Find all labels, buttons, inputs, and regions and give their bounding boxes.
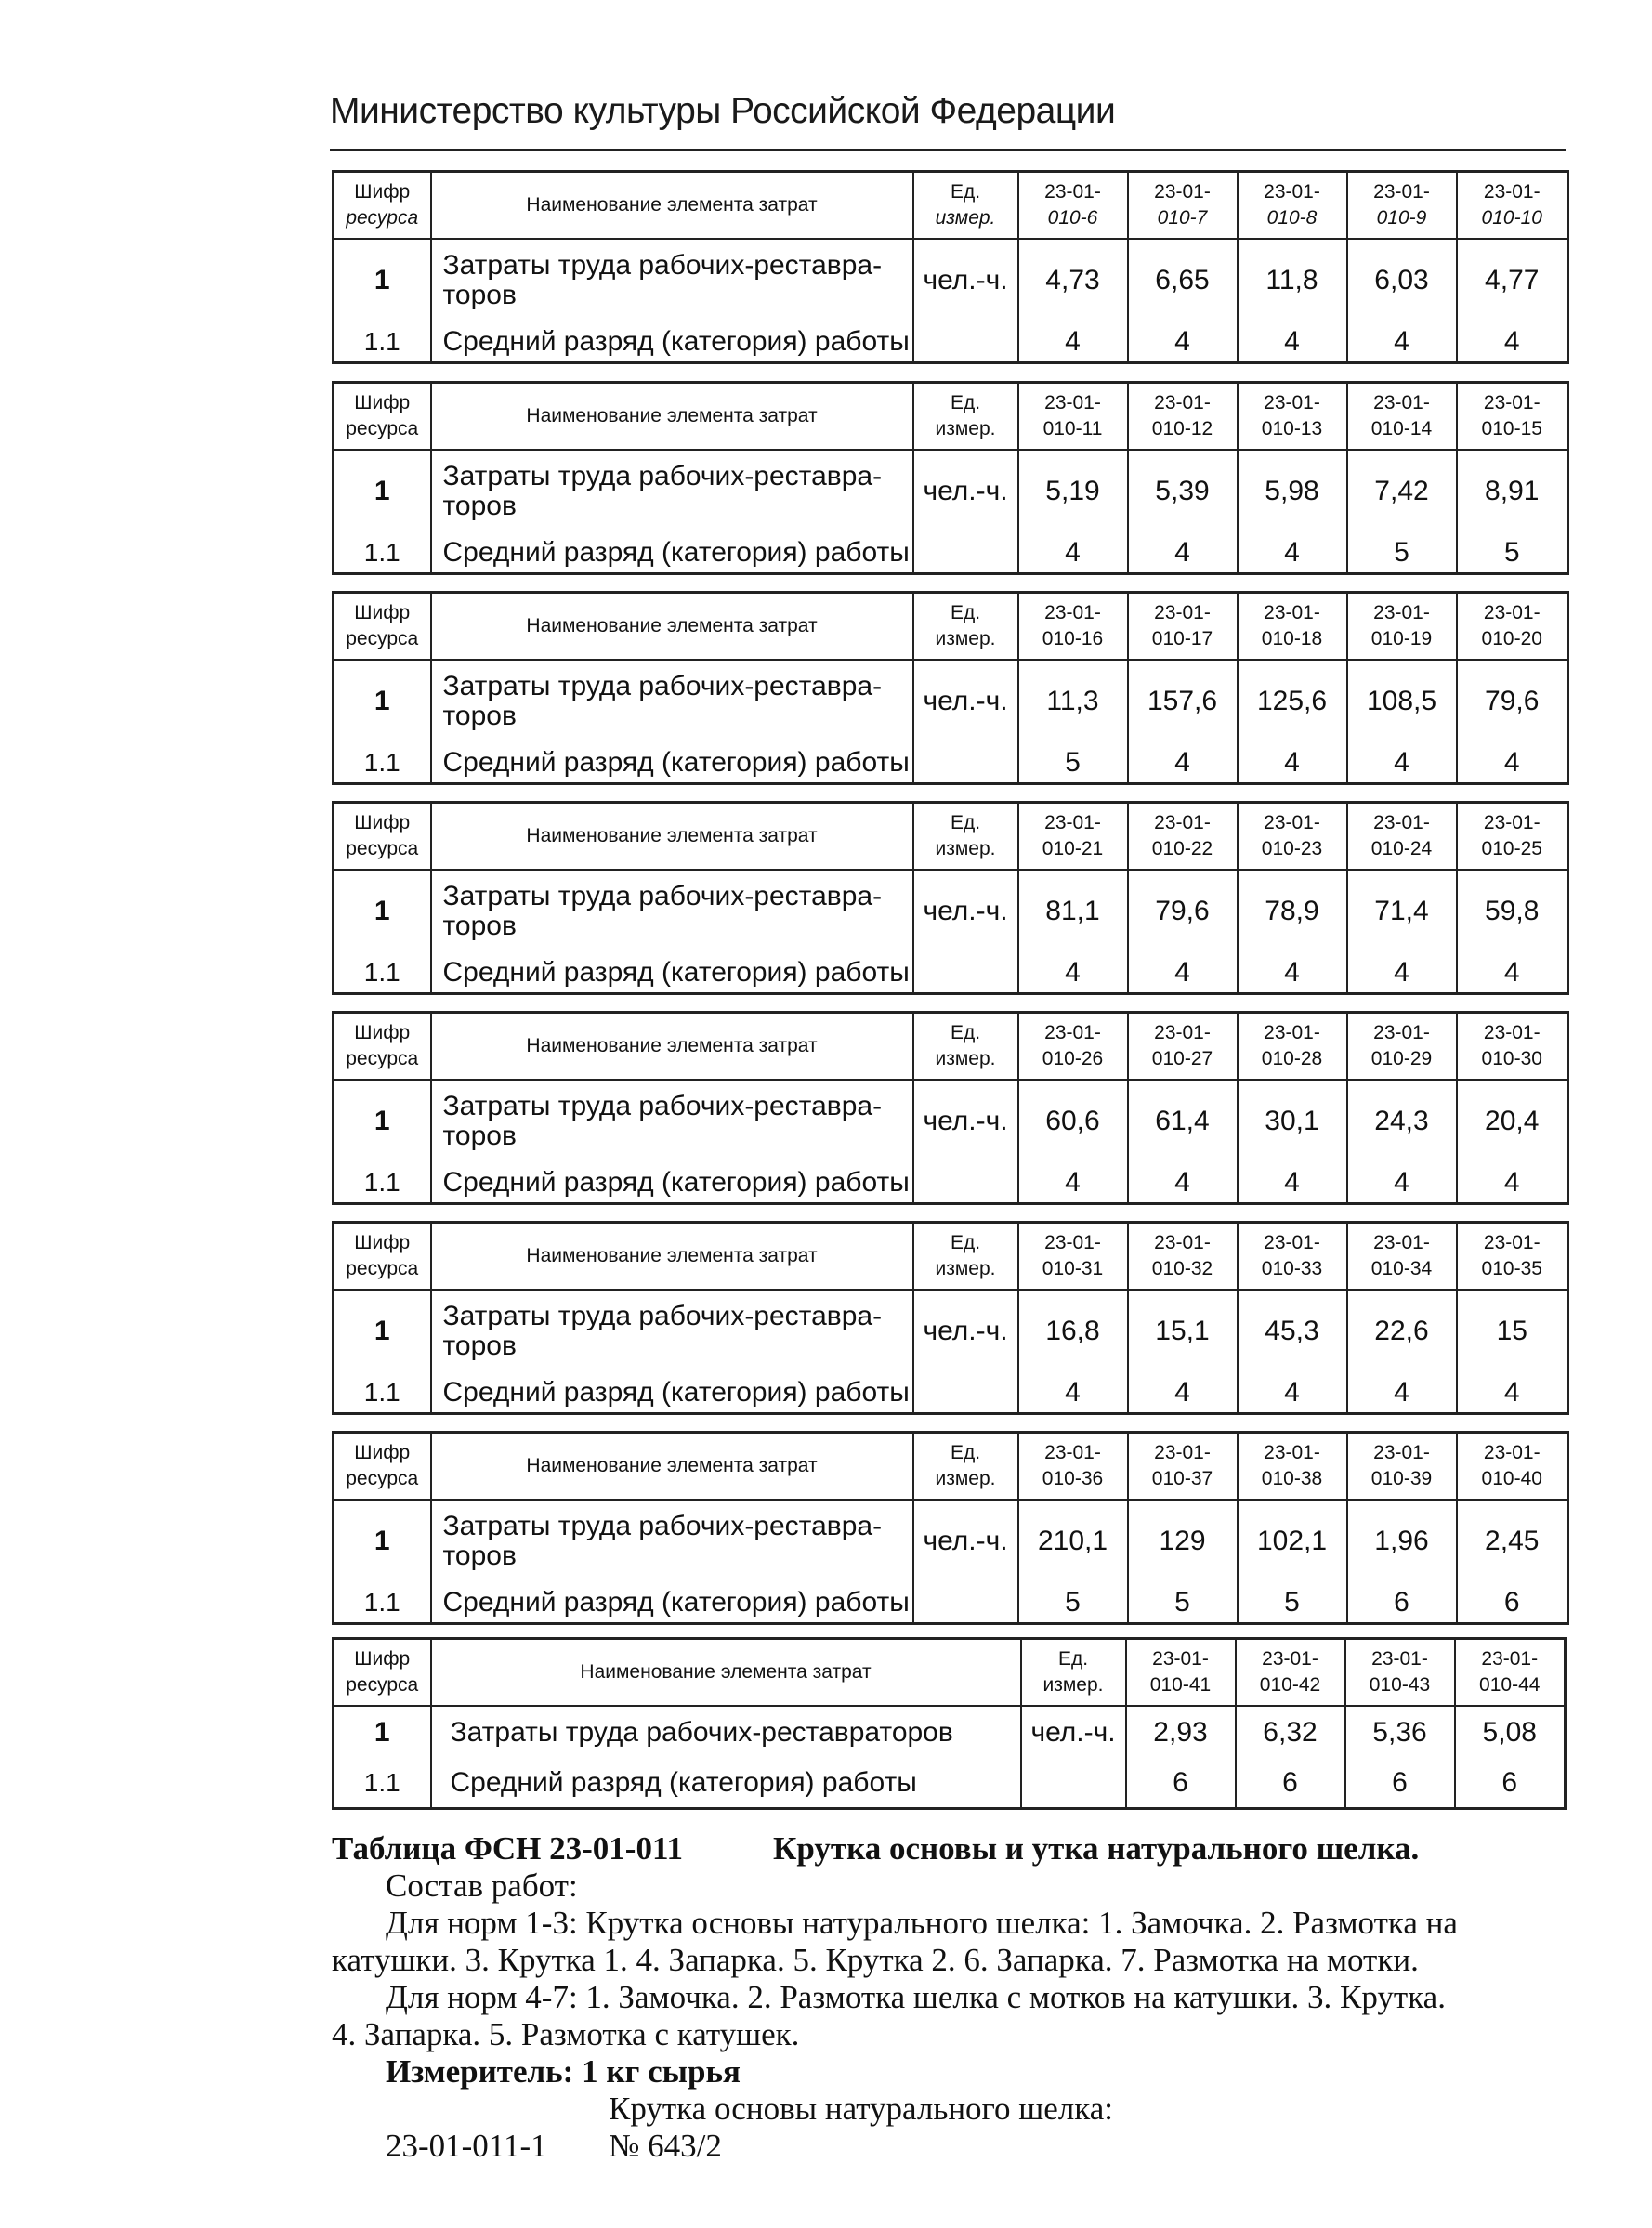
labor-value-cell: 5,19 [1018, 450, 1128, 532]
grade-value-cell: 4 [1457, 321, 1568, 363]
paragraph-2-line-2: 4. Запарка. 5. Размотка с катушек. [332, 2016, 800, 2052]
grade-value-cell: 5 [1457, 532, 1568, 574]
norm-column-header: 23-01- 010-25 [1457, 803, 1568, 871]
labor-name-cell: Затраты труда рабочих-реставра- торов [431, 1500, 913, 1582]
norm-column-header: 23-01- 010-44 [1455, 1639, 1566, 1707]
labor-value-cell: 61,4 [1128, 1080, 1238, 1162]
labor-row [334, 239, 1568, 321]
resource-table-1 [332, 170, 1569, 364]
norm-column-header: 23-01- 010-38 [1238, 1433, 1347, 1501]
norm-column-header: 23-01- 010-21 [1018, 803, 1128, 871]
name-header-cell: Наименование элемента затрат [431, 172, 913, 240]
norm-reference: № 643/2 [609, 2128, 722, 2164]
grade-unit-cell [913, 321, 1018, 363]
grade-value-cell: 4 [1238, 321, 1347, 363]
labor-value-cell: 79,6 [1457, 660, 1568, 742]
unit-header-cell: Ед. измер. [913, 803, 1018, 871]
norm-column-header: 23-01- 010-6 [1018, 172, 1128, 240]
table-header-row [334, 1013, 1568, 1081]
norm-column-header: 23-01- 010-39 [1347, 1433, 1457, 1501]
labor-value-cell: 108,5 [1347, 660, 1457, 742]
norm-column-header: 23-01- 010-8 [1238, 172, 1347, 240]
labor-value-cell: 15 [1457, 1290, 1568, 1372]
grade-name-cell: Средний разряд (категория) работы [431, 742, 913, 784]
labor-value-cell: 129 [1128, 1500, 1238, 1582]
grade-row [334, 1372, 1568, 1414]
name-header-cell: Наименование элемента затрат [431, 383, 913, 451]
labor-value-cell: 2,45 [1457, 1500, 1568, 1582]
labor-name-cell: Затраты труда рабочих-реставра- торов [431, 660, 913, 742]
norm-column-header: 23-01- 010-42 [1236, 1639, 1345, 1707]
grade-value-cell: 4 [1128, 952, 1238, 994]
norm-code: 23-01-011-1 [386, 2128, 547, 2164]
paragraph-1-line-1: Для норм 1-3: Крутка основы натурального шелка: 1. Замочка. 2. Размотка на [386, 1905, 1458, 1941]
code-header-cell: Шифр ресурса [334, 1223, 431, 1291]
grade-value-cell: 4 [1347, 742, 1457, 784]
code-header-cell: Шифр ресурса [334, 1433, 431, 1501]
grade-value-cell: 4 [1128, 1372, 1238, 1414]
code-header-cell: Шифр ресурса [334, 1013, 431, 1081]
unit-header-cell: Ед. измер. [913, 383, 1018, 451]
labor-code-cell: 1 [334, 660, 431, 742]
labor-name-cell: Затраты труда рабочих-реставраторов [431, 1706, 1021, 1759]
resource-table-6 [332, 1221, 1569, 1415]
measure-unit: Измеритель: 1 кг сырья [386, 2053, 741, 2090]
name-header-cell: Наименование элемента затрат [431, 1433, 913, 1501]
labor-value-cell: 5,36 [1345, 1706, 1455, 1759]
labor-value-cell: 11,3 [1018, 660, 1128, 742]
norm-column-header: 23-01- 010-16 [1018, 593, 1128, 661]
grade-row [334, 742, 1568, 784]
table-header-row [334, 803, 1568, 871]
labor-value-cell: 125,6 [1238, 660, 1347, 742]
grade-code-cell: 1.1 [334, 532, 431, 574]
grade-value-cell: 4 [1018, 1372, 1128, 1414]
norm-column-header: 23-01- 010-37 [1128, 1433, 1238, 1501]
labor-value-cell: 81,1 [1018, 870, 1128, 952]
labor-value-cell: 59,8 [1457, 870, 1568, 952]
norm-column-header: 23-01- 010-17 [1128, 593, 1238, 661]
norm-column-header: 23-01- 010-9 [1347, 172, 1457, 240]
labor-value-cell: 15,1 [1128, 1290, 1238, 1372]
grade-unit-cell [913, 952, 1018, 994]
grade-unit-cell [913, 1162, 1018, 1204]
grade-row [334, 321, 1568, 363]
labor-value-cell: 79,6 [1128, 870, 1238, 952]
paragraph-1-line-2: катушки. 3. Крутка 1. 4. Запарка. 5. Крутка 2. 6. Запарка. 7. Размотка на мотки. [332, 1942, 1419, 1978]
grade-value-cell: 5 [1238, 1582, 1347, 1624]
table-header-row [334, 172, 1568, 240]
section-heading [332, 1830, 1419, 1868]
grade-row [334, 1582, 1568, 1624]
unit-header-cell: Ед. измер. [913, 593, 1018, 661]
grade-value-cell: 4 [1238, 952, 1347, 994]
grade-value-cell: 4 [1238, 532, 1347, 574]
grade-value-cell: 4 [1018, 532, 1128, 574]
labor-value-cell: 1,96 [1347, 1500, 1457, 1582]
resource-table-4 [332, 801, 1569, 995]
labor-value-cell: 5,98 [1238, 450, 1347, 532]
name-header-cell: Наименование элемента затрат [431, 1223, 913, 1291]
labor-value-cell: 6,65 [1128, 239, 1238, 321]
grade-code-cell: 1.1 [334, 742, 431, 784]
labor-name-cell: Затраты труда рабочих-реставра- торов [431, 239, 913, 321]
labor-row [334, 660, 1568, 742]
labor-unit-cell: чел.-ч. [913, 1080, 1018, 1162]
grade-code-cell: 1.1 [334, 1759, 431, 1809]
grade-value-cell: 4 [1238, 1162, 1347, 1204]
labor-row [334, 870, 1568, 952]
section-table-title: Крутка основы и утка натурального шелка. [773, 1830, 1420, 1867]
grade-value-cell: 4 [1128, 321, 1238, 363]
paragraph-2-line-1: Для норм 4-7: 1. Замочка. 2. Размотка шелка с мотков на катушки. 3. Крутка. [386, 1979, 1446, 2015]
grade-value-cell: 4 [1457, 1162, 1568, 1204]
norm-column-header: 23-01- 010-36 [1018, 1433, 1128, 1501]
norm-column-header: 23-01- 010-13 [1238, 383, 1347, 451]
resource-table-5 [332, 1011, 1569, 1205]
norm-column-header: 23-01- 010-32 [1128, 1223, 1238, 1291]
norm-column-header: 23-01- 010-22 [1128, 803, 1238, 871]
labor-code-cell: 1 [334, 239, 431, 321]
grade-code-cell: 1.1 [334, 321, 431, 363]
grade-value-cell: 4 [1128, 742, 1238, 784]
resource-table-2 [332, 381, 1569, 575]
grade-value-cell: 6 [1455, 1759, 1566, 1809]
code-header-cell: Шифр ресурса [334, 803, 431, 871]
grade-code-cell: 1.1 [334, 1582, 431, 1624]
labor-value-cell: 102,1 [1238, 1500, 1347, 1582]
labor-value-cell: 5,08 [1455, 1706, 1566, 1759]
norm-column-header: 23-01- 010-28 [1238, 1013, 1347, 1081]
grade-value-cell: 4 [1457, 1372, 1568, 1414]
section-table-code: Таблица ФСН 23-01-011 [332, 1830, 684, 1867]
labor-value-cell: 30,1 [1238, 1080, 1347, 1162]
grade-value-cell: 4 [1018, 321, 1128, 363]
grade-value-cell: 4 [1457, 952, 1568, 994]
code-header-cell: Шифр ресурса [334, 1639, 431, 1707]
table-header-row [334, 1433, 1568, 1501]
grade-value-cell: 6 [1347, 1582, 1457, 1624]
grade-row [334, 532, 1568, 574]
table-header-row [334, 1639, 1566, 1707]
norm-column-header: 23-01- 010-30 [1457, 1013, 1568, 1081]
norm-column-header: 23-01- 010-31 [1018, 1223, 1128, 1291]
labor-code-cell: 1 [334, 870, 431, 952]
norm-column-header: 23-01- 010-20 [1457, 593, 1568, 661]
grade-value-cell: 4 [1128, 532, 1238, 574]
norm-column-header: 23-01- 010-10 [1457, 172, 1568, 240]
norm-column-header: 23-01- 010-33 [1238, 1223, 1347, 1291]
labor-value-cell: 20,4 [1457, 1080, 1568, 1162]
resource-table-3 [332, 591, 1569, 785]
labor-value-cell: 71,4 [1347, 870, 1457, 952]
labor-row [334, 1500, 1568, 1582]
labor-value-cell: 4,73 [1018, 239, 1128, 321]
labor-value-cell: 7,42 [1347, 450, 1457, 532]
grade-value-cell: 4 [1128, 1162, 1238, 1204]
grade-code-cell: 1.1 [334, 952, 431, 994]
labor-code-cell: 1 [334, 1290, 431, 1372]
grade-value-cell: 4 [1347, 952, 1457, 994]
norm-column-header: 23-01- 010-43 [1345, 1639, 1455, 1707]
name-header-cell: Наименование элемента затрат [431, 1013, 913, 1081]
norm-column-header: 23-01- 010-29 [1347, 1013, 1457, 1081]
resource-table-7 [332, 1431, 1569, 1625]
grade-value-cell: 5 [1128, 1582, 1238, 1624]
norm-column-header: 23-01- 010-26 [1018, 1013, 1128, 1081]
labor-unit-cell: чел.-ч. [913, 870, 1018, 952]
norm-column-header: 23-01- 010-41 [1126, 1639, 1236, 1707]
composition-label: Состав работ: [386, 1868, 578, 1904]
labor-row [334, 1080, 1568, 1162]
labor-value-cell: 157,6 [1128, 660, 1238, 742]
grade-unit-cell [913, 1372, 1018, 1414]
page-header-title: Министерство культуры Российской Федерации [330, 91, 1116, 131]
table-header-row [334, 1223, 1568, 1291]
name-header-cell: Наименование элемента затрат [431, 593, 913, 661]
labor-name-cell: Затраты труда рабочих-реставра- торов [431, 1290, 913, 1372]
labor-value-cell: 24,3 [1347, 1080, 1457, 1162]
norm-column-header: 23-01- 010-15 [1457, 383, 1568, 451]
grade-value-cell: 4 [1018, 952, 1128, 994]
labor-value-cell: 210,1 [1018, 1500, 1128, 1582]
unit-header-cell: Ед. измер. [913, 1433, 1018, 1501]
labor-value-cell: 5,39 [1128, 450, 1238, 532]
code-header-cell: Шифр ресурса [334, 172, 431, 240]
grade-name-cell: Средний разряд (категория) работы [431, 952, 913, 994]
norm-column-header: 23-01- 010-19 [1347, 593, 1457, 661]
grade-value-cell: 4 [1347, 1372, 1457, 1414]
norm-column-header: 23-01- 010-12 [1128, 383, 1238, 451]
grade-row [334, 1162, 1568, 1204]
table-header-row [334, 383, 1568, 451]
name-header-cell: Наименование элемента затрат [431, 1639, 1021, 1707]
table-header-row [334, 593, 1568, 661]
code-header-cell: Шифр ресурса [334, 593, 431, 661]
labor-name-cell: Затраты труда рабочих-реставра- торов [431, 870, 913, 952]
grade-value-cell: 6 [1236, 1759, 1345, 1809]
norm-column-header: 23-01- 010-18 [1238, 593, 1347, 661]
grade-value-cell: 5 [1347, 532, 1457, 574]
header-rule [330, 149, 1566, 151]
grade-name-cell: Средний разряд (категория) работы [431, 1162, 913, 1204]
grade-name-cell: Средний разряд (категория) работы [431, 1759, 1021, 1809]
norm-column-header: 23-01- 010-23 [1238, 803, 1347, 871]
grade-name-cell: Средний разряд (категория) работы [431, 1372, 913, 1414]
grade-value-cell: 4 [1347, 1162, 1457, 1204]
grade-unit-cell [913, 742, 1018, 784]
norm-column-header: 23-01- 010-40 [1457, 1433, 1568, 1501]
grade-row [334, 952, 1568, 994]
grade-value-cell: 5 [1018, 742, 1128, 784]
norm-column-header: 23-01- 010-27 [1128, 1013, 1238, 1081]
grade-code-cell: 1.1 [334, 1162, 431, 1204]
grade-value-cell: 6 [1457, 1582, 1568, 1624]
grade-value-cell: 4 [1238, 742, 1347, 784]
norm-column-header: 23-01- 010-24 [1347, 803, 1457, 871]
labor-value-cell: 60,6 [1018, 1080, 1128, 1162]
name-header-cell: Наименование элемента затрат [431, 803, 913, 871]
norm-column-header: 23-01- 010-11 [1018, 383, 1128, 451]
grade-value-cell: 4 [1238, 1372, 1347, 1414]
labor-code-cell: 1 [334, 1080, 431, 1162]
labor-unit-cell: чел.-ч. [1021, 1706, 1126, 1759]
labor-value-cell: 16,8 [1018, 1290, 1128, 1372]
norm-column-header: 23-01- 010-35 [1457, 1223, 1568, 1291]
labor-value-cell: 8,91 [1457, 450, 1568, 532]
labor-value-cell: 6,03 [1347, 239, 1457, 321]
grade-unit-cell [913, 532, 1018, 574]
labor-value-cell: 45,3 [1238, 1290, 1347, 1372]
labor-code-cell: 1 [334, 450, 431, 532]
grade-value-cell: 4 [1018, 1162, 1128, 1204]
labor-unit-cell: чел.-ч. [913, 1290, 1018, 1372]
labor-row [334, 1290, 1568, 1372]
grade-unit-cell [913, 1582, 1018, 1624]
labor-unit-cell: чел.-ч. [913, 239, 1018, 321]
grade-code-cell: 1.1 [334, 1372, 431, 1414]
code-header-cell: Шифр ресурса [334, 383, 431, 451]
grade-value-cell: 6 [1126, 1759, 1236, 1809]
labor-value-cell: 22,6 [1347, 1290, 1457, 1372]
labor-value-cell: 11,8 [1238, 239, 1347, 321]
labor-value-cell: 78,9 [1238, 870, 1347, 952]
grade-value-cell: 4 [1457, 742, 1568, 784]
subsection-title: Крутка основы натурального шелка: [609, 2090, 1113, 2127]
grade-value-cell: 6 [1345, 1759, 1455, 1809]
grade-name-cell: Средний разряд (категория) работы [431, 532, 913, 574]
grade-value-cell: 5 [1018, 1582, 1128, 1624]
resource-table-8 [332, 1637, 1567, 1810]
labor-value-cell: 2,93 [1126, 1706, 1236, 1759]
labor-value-cell: 6,32 [1236, 1706, 1345, 1759]
grade-row [334, 1759, 1566, 1809]
grade-unit-cell [1021, 1759, 1126, 1809]
unit-header-cell: Ед. измер. [1021, 1639, 1126, 1707]
labor-row [334, 450, 1568, 532]
labor-code-cell: 1 [334, 1706, 431, 1759]
labor-unit-cell: чел.-ч. [913, 450, 1018, 532]
labor-unit-cell: чел.-ч. [913, 1500, 1018, 1582]
labor-unit-cell: чел.-ч. [913, 660, 1018, 742]
grade-name-cell: Средний разряд (категория) работы [431, 1582, 913, 1624]
labor-name-cell: Затраты труда рабочих-реставра- торов [431, 1080, 913, 1162]
labor-row [334, 1706, 1566, 1759]
unit-header-cell: Ед. измер. [913, 172, 1018, 240]
labor-name-cell: Затраты труда рабочих-реставра- торов [431, 450, 913, 532]
grade-name-cell: Средний разряд (категория) работы [431, 321, 913, 363]
grade-value-cell: 4 [1347, 321, 1457, 363]
unit-header-cell: Ед. измер. [913, 1013, 1018, 1081]
labor-code-cell: 1 [334, 1500, 431, 1582]
labor-value-cell: 4,77 [1457, 239, 1568, 321]
norm-column-header: 23-01- 010-14 [1347, 383, 1457, 451]
norm-column-header: 23-01- 010-7 [1128, 172, 1238, 240]
norm-column-header: 23-01- 010-34 [1347, 1223, 1457, 1291]
unit-header-cell: Ед. измер. [913, 1223, 1018, 1291]
